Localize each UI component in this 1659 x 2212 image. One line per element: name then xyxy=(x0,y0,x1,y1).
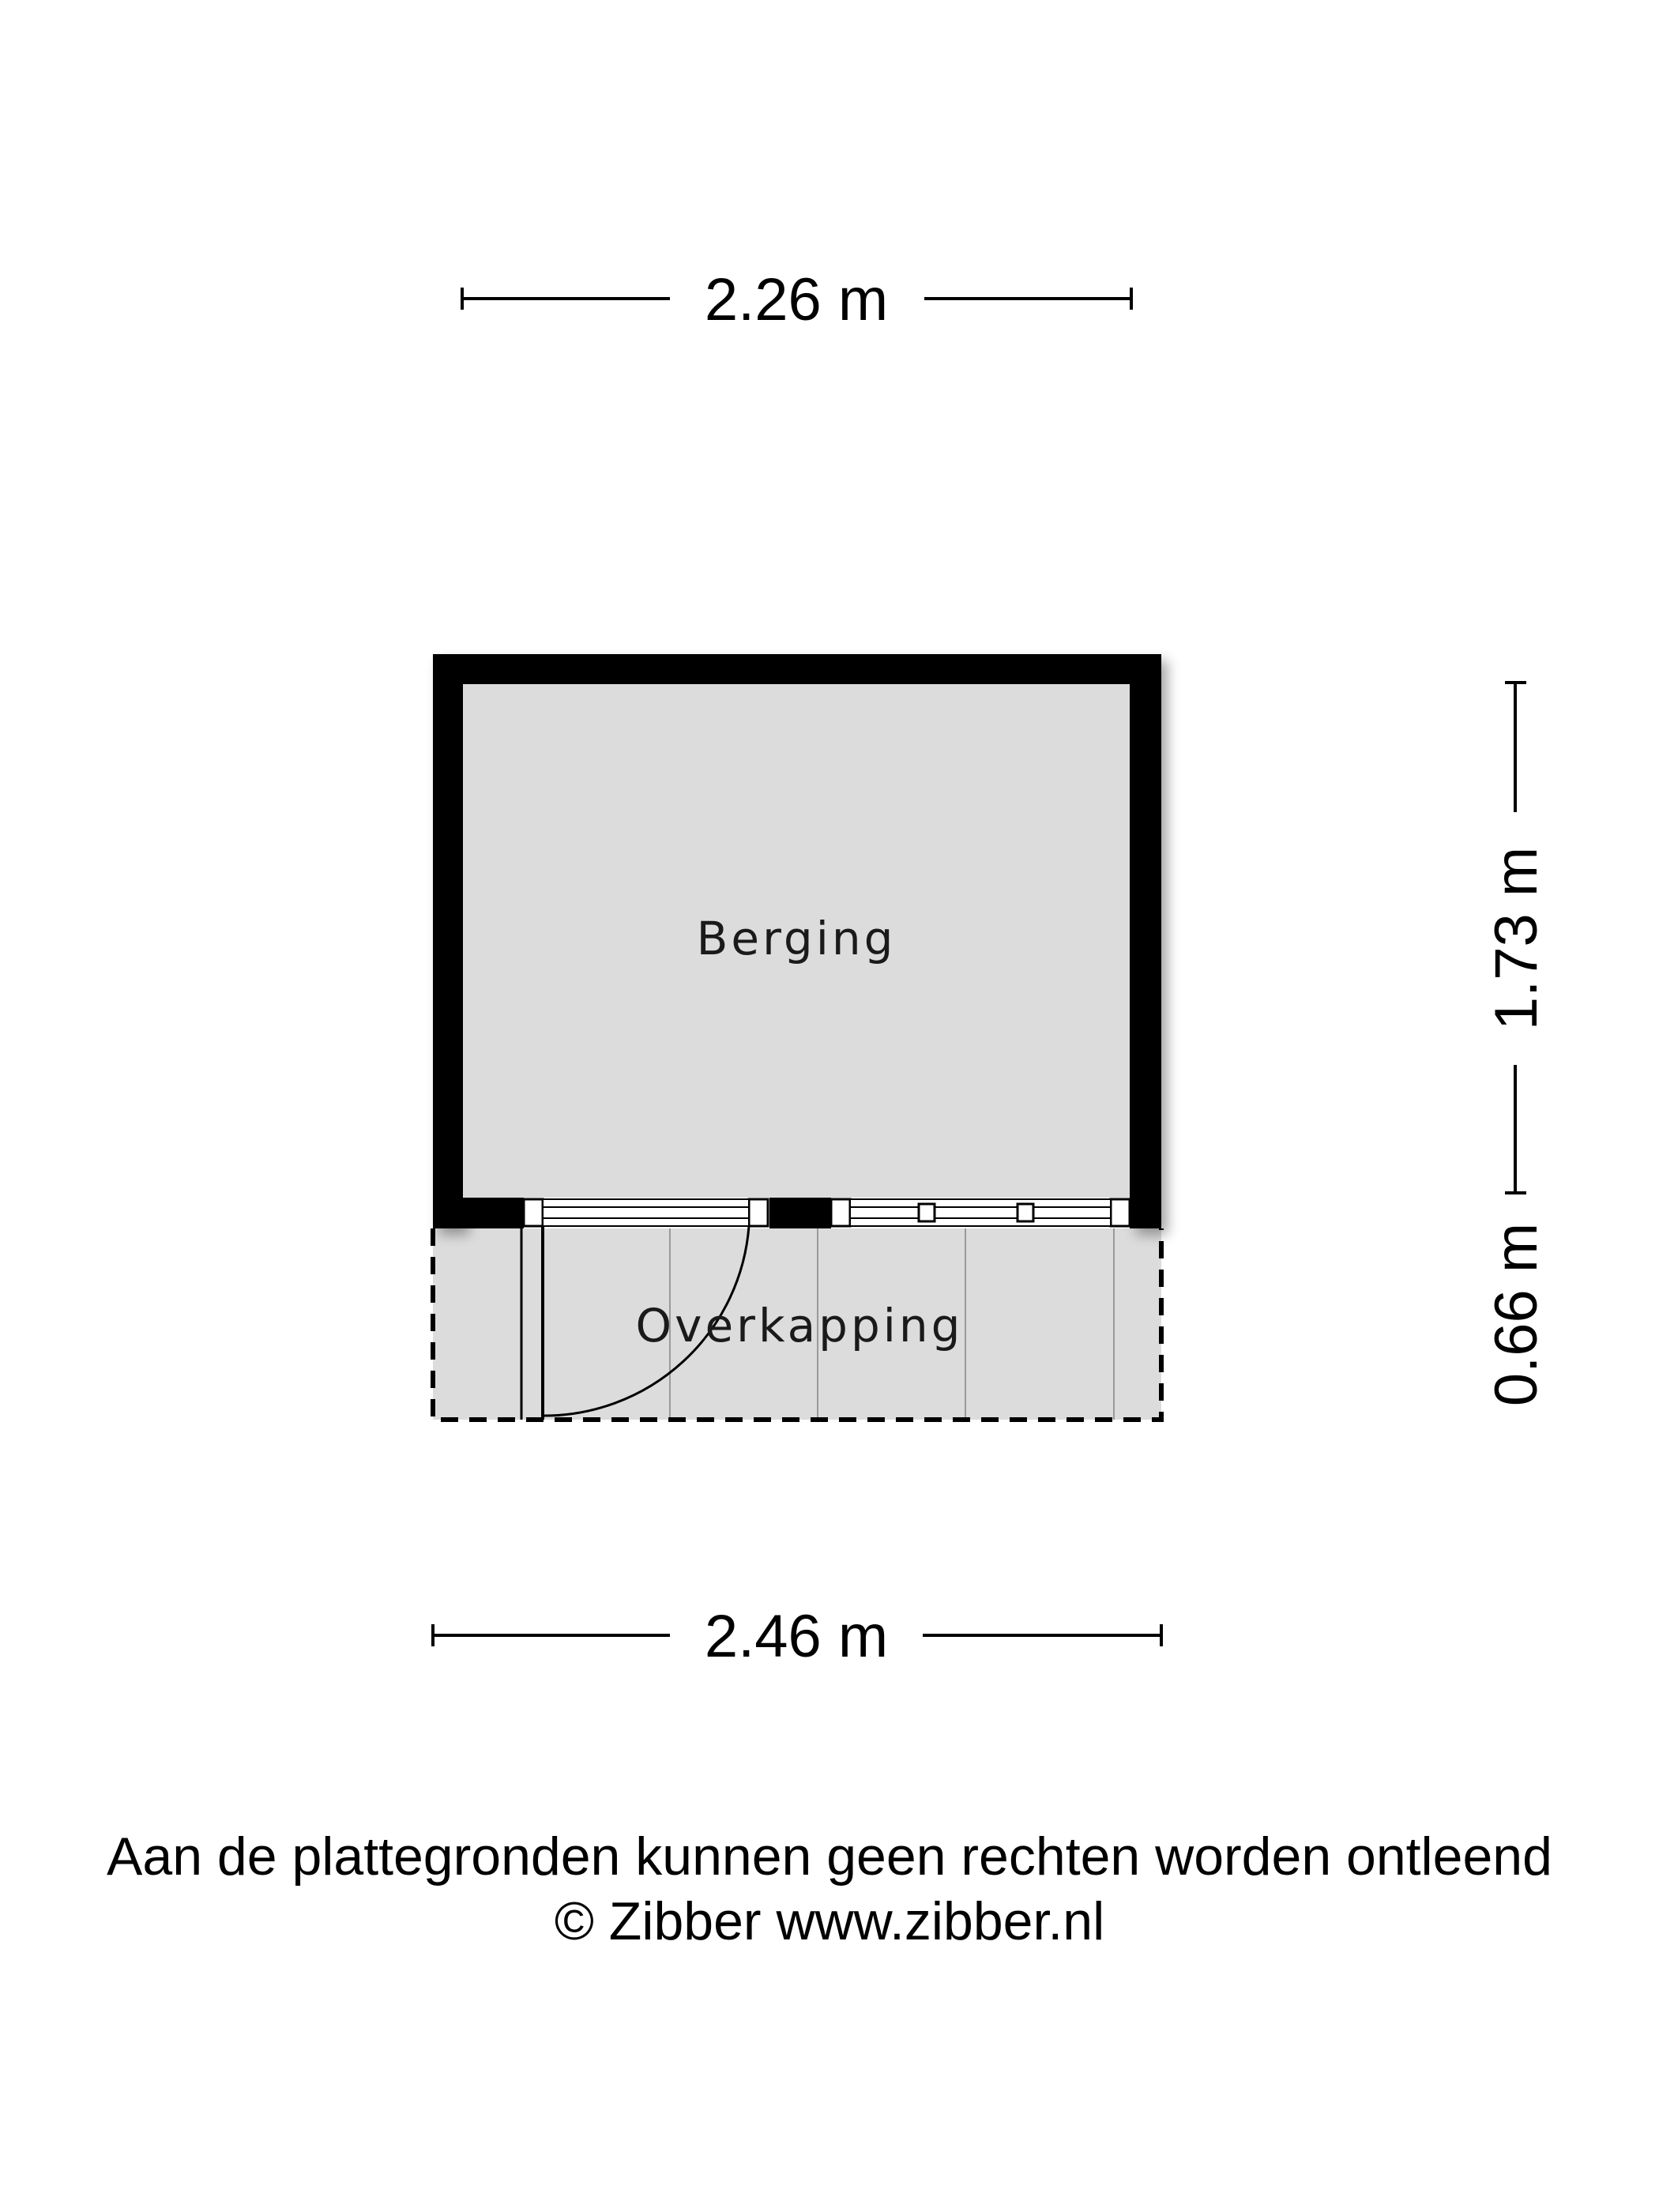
right-dimension xyxy=(1483,683,1550,1406)
top-width-label: 2.26 m xyxy=(704,266,889,333)
disclaimer-text: Aan de plattegronden kunnen geen rechten worden ontleend xyxy=(107,1826,1552,1887)
bottom-dimension xyxy=(433,1603,1161,1670)
room-label-berging: Berging xyxy=(696,912,897,965)
bottom-width-label: 2.46 m xyxy=(704,1603,889,1670)
right-height-overkapping-label: 0.66 m xyxy=(1483,1222,1550,1407)
right-height-berging-label: 1.73 m xyxy=(1483,846,1550,1031)
top-dimension xyxy=(462,266,1131,333)
room-label-overkapping: Overkapping xyxy=(635,1299,964,1352)
window xyxy=(831,1199,1130,1226)
copyright-text: © Zibber www.zibber.nl xyxy=(554,1891,1105,1951)
